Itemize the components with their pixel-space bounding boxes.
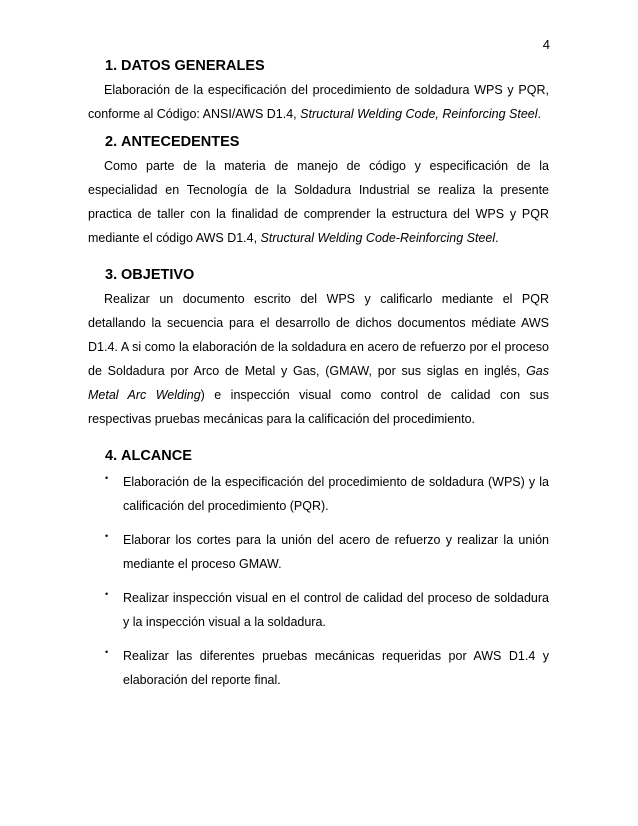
section-number: 3.: [105, 267, 118, 283]
page-number: 4: [542, 37, 550, 52]
list-item: [88, 528, 549, 576]
section-paragraph: Como parte de la materia de manejo de código y especificación de la especialidad en Tecnología de la Soldadura Industrial se realiza la presente practica de taller con la finalidad de comprender la estructura del WPS y PQR mediante el código AWS D1.4, Structural Welding Code-Reinforcing Steel.: [88, 159, 549, 245]
list-item-text: Elaborar los cortes para la unión del acero de refuerzo y realizar la unión mediante el proceso GMAW.: [123, 533, 549, 571]
section-paragraph: Realizar un documento escrito del WPS y calificarlo mediante el PQR detallando la secuencia para el desarrollo de dichos documentos médiate AWS D1.4. A si como la elaboración de la soldadura en acero de refuerzo por el proceso de Soldadura por Arco de Metal y Gas, (GMAW, por sus siglas en inglés, Gas Metal Arc Welding) e inspección visual como control de calidad con sus respectivas pruebas mecánicas para la calificación del procedimiento.: [88, 292, 549, 426]
document-body: [88, 58, 549, 702]
list-item-text: Realizar inspección visual en el control de calidad del proceso de soldadura y la inspección visual a la soldadura.: [123, 591, 549, 629]
section-heading: [105, 134, 549, 150]
list-item: [88, 470, 549, 518]
section-heading: [105, 58, 549, 74]
section-title: ALCANCE: [121, 448, 192, 464]
bullet-icon: •: [105, 647, 109, 657]
list-item-text: Elaboración de la especificación del procedimiento de soldadura (WPS) y la calificación del procedimiento (PQR).: [123, 475, 549, 513]
section-heading: [105, 448, 549, 464]
section-number: 4.: [105, 448, 118, 464]
bullet-icon: •: [105, 531, 109, 541]
bullet-icon: •: [105, 589, 109, 599]
section-title: DATOS GENERALES: [121, 58, 265, 74]
section-number: 2.: [105, 134, 118, 150]
section-number: 1.: [105, 58, 118, 74]
section-paragraph: Elaboración de la especificación del procedimiento de soldadura WPS y PQR, conforme al Código: ANSI/AWS D1.4, Structural Welding Code, Reinforcing Steel.: [88, 83, 549, 121]
section-title: ANTECEDENTES: [121, 134, 240, 150]
list-item: [88, 644, 549, 692]
section-objetivo: [88, 267, 549, 431]
list-item-text: Realizar las diferentes pruebas mecánicas requeridas por AWS D1.4 y elaboración del reporte final.: [123, 649, 549, 687]
section-datos-generales: [88, 58, 549, 126]
scope-list: [88, 470, 549, 692]
section-heading: [105, 267, 549, 283]
section-title: OBJETIVO: [121, 267, 195, 283]
section-antecedentes: [88, 134, 549, 250]
section-alcance: [88, 448, 549, 692]
bullet-icon: •: [105, 473, 109, 483]
list-item: [88, 586, 549, 634]
